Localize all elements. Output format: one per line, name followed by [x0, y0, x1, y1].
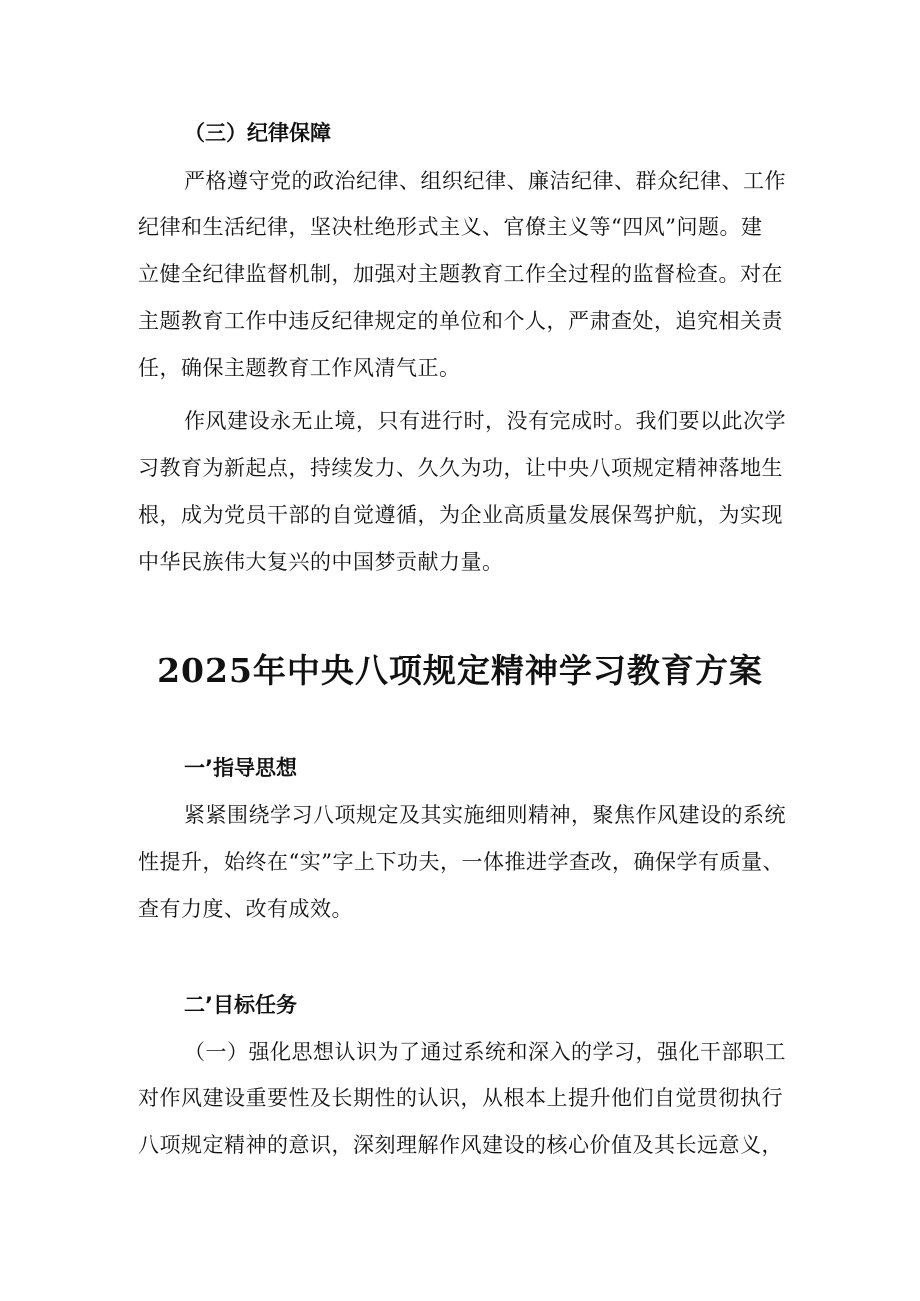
paragraph-line: 查有力度、改有成效。 — [138, 897, 353, 921]
paragraph-line: 任，确保主题教育工作风清气正。 — [138, 356, 461, 380]
document-title: 2025年中央八项规定精神学习教育方案 — [157, 651, 763, 690]
paragraph-line: （一）强化思想认识为了通过系统和深入的学习，强化干部职工 — [184, 1040, 786, 1064]
section-heading-discipline: （三）纪律保障 — [184, 121, 331, 145]
paragraph-line: 严格遵守党的政治纪律、组织纪律、廉洁纪律、群众纪律、工作 — [184, 169, 786, 193]
paragraph-line: 主题教育工作中违反纪律规定的单位和个人，严肃查处，追究相关责 — [138, 309, 783, 333]
paragraph-line: 作风建设永无止境，只有进行时，没有完成时。我们要以此次学 — [184, 409, 786, 433]
paragraph-line: 性提升，始终在“实”字上下功夫，一体推进学查改，确保学有质量、 — [138, 850, 784, 874]
paragraph-line: 中华民族伟大复兴的中国梦贡献力量。 — [138, 550, 504, 574]
paragraph-line: 纪律和生活纪律，坚决杜绝形式主义、官僚主义等“四风”问题。建 — [138, 215, 763, 239]
paragraph-line: 习教育为新起点，持续发力、久久为功，让中央八项规定精神落地生 — [138, 456, 783, 480]
section-heading-guiding: 一’指导思想 — [184, 756, 297, 780]
paragraph-line: 立健全纪律监督机制，加强对主题教育工作全过程的监督检查。对在 — [138, 262, 783, 286]
paragraph-line: 对作风建设重要性及长期性的认识，从根本上提升他们自觉贯彻执行 — [138, 1086, 783, 1110]
section-heading-goals: 二’目标任务 — [184, 993, 297, 1017]
paragraph-line: 紧紧围绕学习八项规定及其实施细则精神，聚焦作风建设的系统 — [184, 803, 786, 827]
paragraph-line: 八项规定精神的意识，深刻理解作风建设的核心价值及其长远意义， — [138, 1133, 783, 1157]
paragraph-line: 根，成为党员干部的自觉遵循，为企业高质量发展保驾护航，为实现 — [138, 503, 783, 527]
